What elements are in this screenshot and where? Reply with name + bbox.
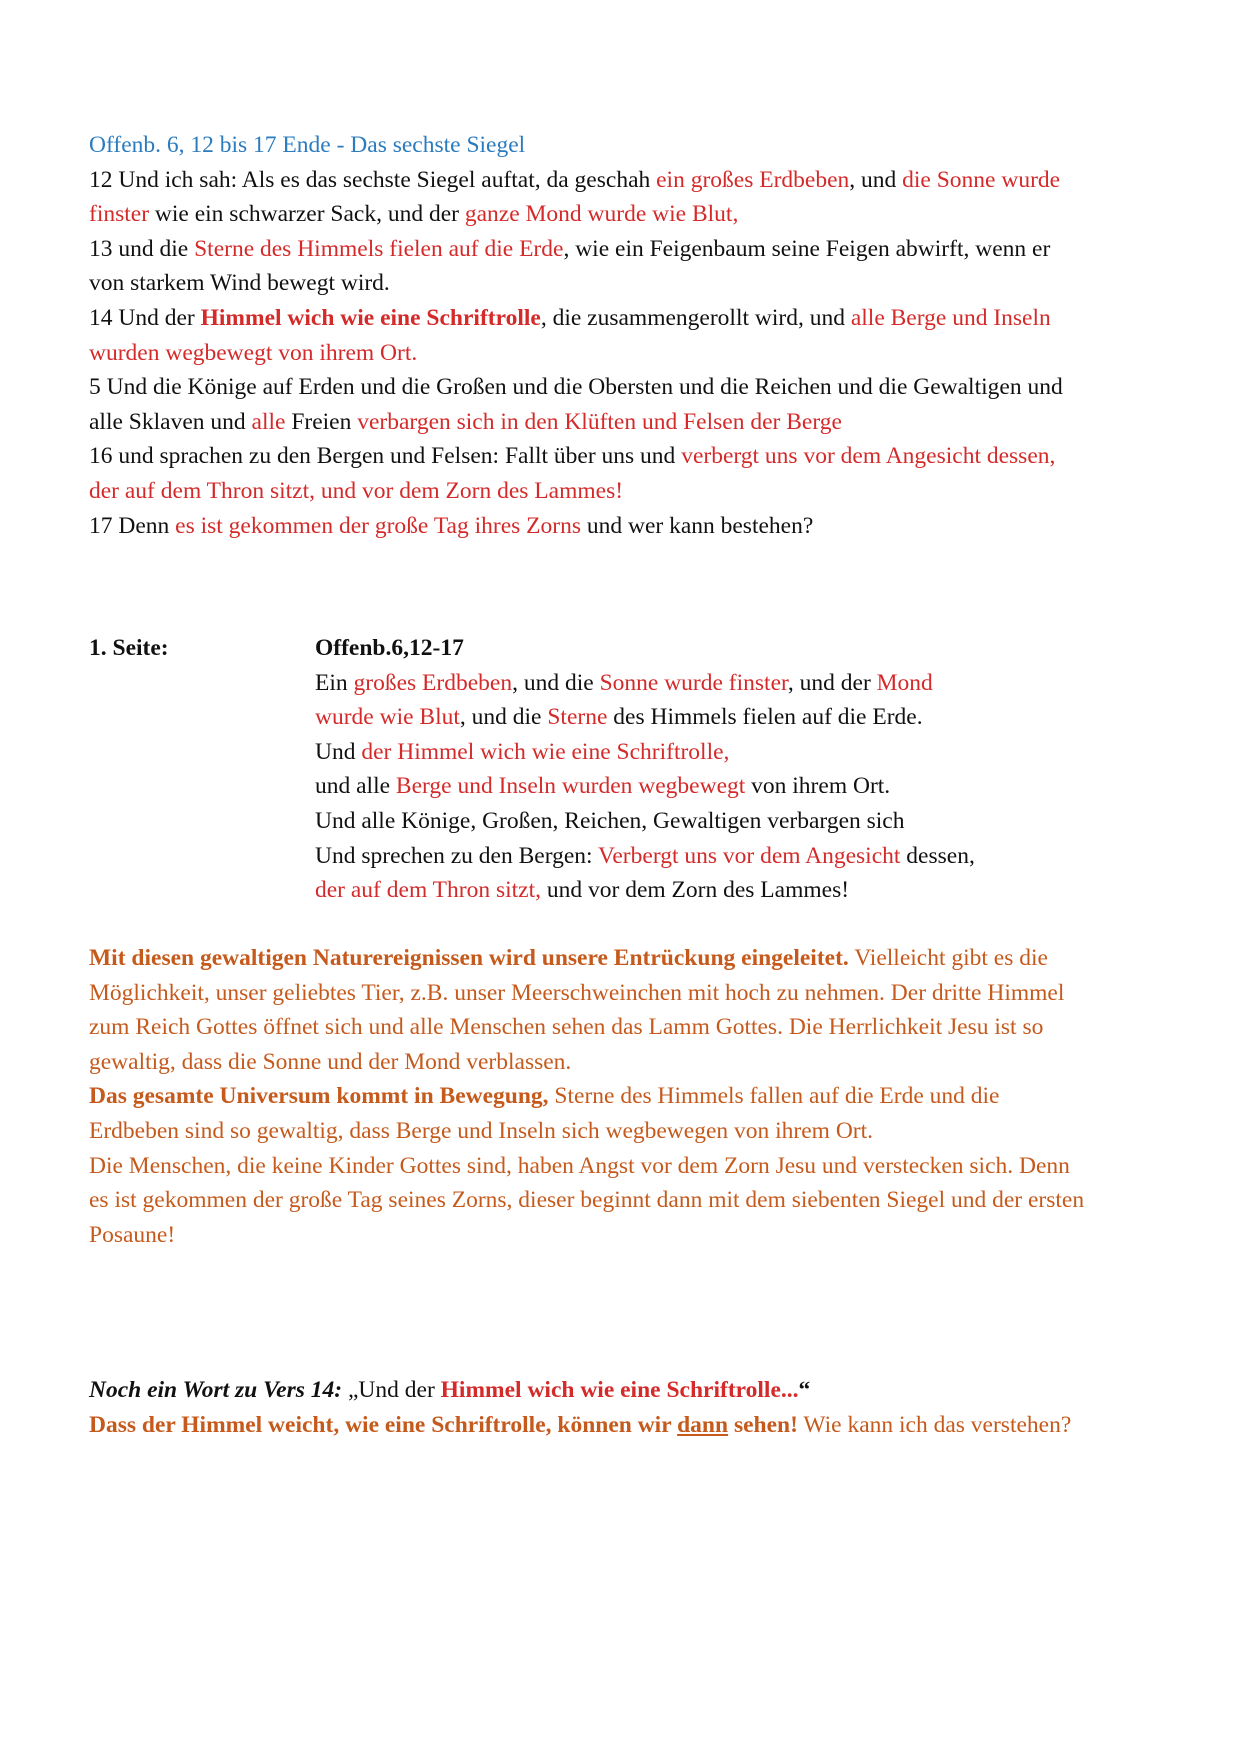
highlight-span: verbargen sich in den Klüften und Felsen der Berge xyxy=(357,408,842,435)
verse-16-line-2 xyxy=(89,474,1159,509)
summary-label: 1. Seite: xyxy=(89,635,169,661)
text-span: und alle xyxy=(315,773,396,800)
verse-15-line-1 xyxy=(89,370,1159,405)
note-line-1 xyxy=(89,1373,1159,1408)
highlight-span: Sterne des Himmels fielen auf die Erde xyxy=(194,235,564,262)
summary-reference: Offenb.6,12-17 xyxy=(315,635,464,661)
text-span: , wie ein Feigenbaum seine Feigen abwirft, wenn er xyxy=(563,235,1051,262)
highlight-span: Berge und Inseln wurden wegbewegt xyxy=(395,773,746,800)
note-line-2 xyxy=(89,1408,1159,1443)
commentary-line-7: Die Menschen, die keine Kinder Gottes sind, haben Angst vor dem Zorn Jesu und verstecken sich. Denn xyxy=(89,1152,1070,1179)
text-span: Und alle Könige, Großen, Reichen, Gewaltigen verbargen sich xyxy=(315,807,905,834)
summary-line-2 xyxy=(315,700,1115,735)
scripture-title: Offenb. 6, 12 bis 17 Ende - Das sechste Siegel xyxy=(89,132,526,158)
commentary-line-3: zum Reich Gottes öffnet sich und alle Menschen sehen das Lamm Gottes. Die Herrlichkeit Jesu ist so xyxy=(89,1014,1044,1041)
highlight-span: verbergt uns vor dem Angesicht dessen, xyxy=(681,443,1056,470)
text-span: dessen, xyxy=(900,842,975,869)
text-span: von ihrem Ort. xyxy=(745,773,891,800)
verse-15-line-2 xyxy=(89,405,1159,440)
highlight-span: der auf dem Thron sitzt, xyxy=(315,877,542,904)
text-span: 5 Und die Könige auf Erden und die Großen und die Obersten und die Reichen und die Gewaltigen und xyxy=(89,374,1063,401)
text-span: von starkem Wind bewegt wird. xyxy=(89,270,390,297)
summary-line-6 xyxy=(315,839,1115,874)
text-span: des Himmels fielen auf die Erde. xyxy=(607,704,923,731)
text-span: , die zusammengerollt wird, und xyxy=(540,304,851,331)
text-span: , und die xyxy=(459,704,548,731)
text-span: , und xyxy=(849,166,903,193)
verse-16-line-1 xyxy=(89,439,1159,474)
text-span: alle Sklaven und xyxy=(89,408,252,435)
emphasis-span: Dass der Himmel weicht, wie eine Schriftrolle, können wir xyxy=(89,1411,678,1438)
text-span: Vielleicht gibt es die xyxy=(848,945,1048,971)
highlight-span: der auf dem Thron sitzt, und vor dem Zorn des Lammes! xyxy=(89,477,624,504)
highlight-span: die Sonne wurde xyxy=(902,166,1061,193)
verse-13-line-1 xyxy=(89,232,1159,267)
highlight-span: alle xyxy=(251,408,286,435)
text-span: 12 Und ich sah: Als es das sechste Siegel auftat, da geschah xyxy=(89,166,657,193)
text-span: 16 und sprachen zu den Bergen und Felsen: Fallt über uns und xyxy=(89,443,682,470)
text-span: und vor dem Zorn des Lammes! xyxy=(541,877,850,904)
text-span: “ xyxy=(798,1377,811,1403)
summary-line-5 xyxy=(315,804,1115,839)
highlight-span: finster xyxy=(89,201,150,228)
text-span: , und der xyxy=(787,669,877,696)
verse-14-line-2 xyxy=(89,336,1159,371)
highlight-span: alle Berge und Inseln xyxy=(850,304,1051,331)
verse-17-line xyxy=(89,509,1159,544)
highlight-span: wurden wegbewegt von ihrem Ort. xyxy=(89,339,418,366)
highlight-span: ein großes Erdbeben xyxy=(656,166,850,193)
verse-13-line-2 xyxy=(89,266,1159,301)
commentary-line-4: gewaltig, dass die Sonne und der Mond verblassen. xyxy=(89,1048,572,1075)
highlight-span: Himmel wich wie eine Schriftrolle xyxy=(200,304,541,331)
text-span: Freien xyxy=(285,408,358,435)
text-span: 17 Denn xyxy=(89,512,176,539)
emphasis-span: Mit diesen gewaltigen Naturereignissen wird unsere Entrückung eingeleitet. xyxy=(89,945,849,971)
text-span: Ein xyxy=(315,669,354,696)
emphasis-span: Das gesamte Universum kommt in Bewegung, xyxy=(89,1083,549,1110)
verse-12-line-2 xyxy=(89,197,1159,232)
text-span: „Und der xyxy=(342,1377,441,1403)
text-span: Sterne des Himmels fallen auf die Erde und die xyxy=(548,1083,1000,1110)
note-section xyxy=(89,1373,1159,1442)
text-span: Und xyxy=(315,738,362,765)
commentary-section xyxy=(89,941,1159,1252)
text-span: 14 Und der xyxy=(89,304,201,331)
highlight-span: Mond xyxy=(876,669,933,696)
commentary-line-2: Möglichkeit, unser geliebtes Tier, z.B. unser Meerschweinchen mit hoch zu nehmen. Der dritte Himmel xyxy=(89,979,1065,1006)
underlined-word: dann xyxy=(677,1411,729,1438)
highlight-span: es ist gekommen der große Tag ihres Zorns xyxy=(175,512,581,539)
commentary-line-8: es ist gekommen der große Tag seines Zorns, dieser beginnt dann mit dem siebenten Siegel und der ersten xyxy=(89,1187,1085,1214)
highlight-span: großes Erdbeben xyxy=(353,669,513,696)
note-heading: Noch ein Wort zu Vers 14: xyxy=(89,1377,343,1403)
commentary-line-6: Erdbeben sind so gewaltig, dass Berge und Inseln sich wegbewegen von ihrem Ort. xyxy=(89,1117,874,1144)
verse-14-line-1 xyxy=(89,301,1159,336)
summary-line-3 xyxy=(315,735,1115,770)
text-span: wie ein schwarzer Sack, und der xyxy=(149,201,465,228)
summary-section xyxy=(315,631,1115,908)
commentary-line-5 xyxy=(89,1079,1159,1114)
text-span: Und sprechen zu den Bergen: xyxy=(315,842,599,869)
text-span: Wie kann ich das verstehen? xyxy=(797,1411,1072,1438)
verse-12-line-1 xyxy=(89,163,1159,198)
commentary-line-1 xyxy=(89,941,1159,976)
highlight-span: der Himmel wich wie eine Schriftrolle, xyxy=(361,738,730,765)
highlight-span: Sonne wurde finster xyxy=(599,669,788,696)
emphasis-span: sehen! xyxy=(728,1411,798,1438)
commentary-line-9: Posaune! xyxy=(89,1221,176,1248)
highlight-span: Verbergt uns vor dem Angesicht xyxy=(598,842,901,869)
highlight-span: ganze Mond wurde wie Blut, xyxy=(464,201,739,228)
highlight-span: wurde wie Blut xyxy=(315,704,460,731)
summary-line-4 xyxy=(315,769,1115,804)
highlight-span: Himmel wich wie eine Schriftrolle... xyxy=(440,1377,799,1403)
text-span: und wer kann bestehen? xyxy=(580,512,814,539)
scripture-section xyxy=(89,128,1159,543)
text-span: 13 und die xyxy=(89,235,195,262)
summary-line-7 xyxy=(315,873,1115,908)
summary-line-1 xyxy=(315,666,1115,701)
text-span: , und die xyxy=(512,669,600,696)
highlight-span: Sterne xyxy=(547,704,608,731)
